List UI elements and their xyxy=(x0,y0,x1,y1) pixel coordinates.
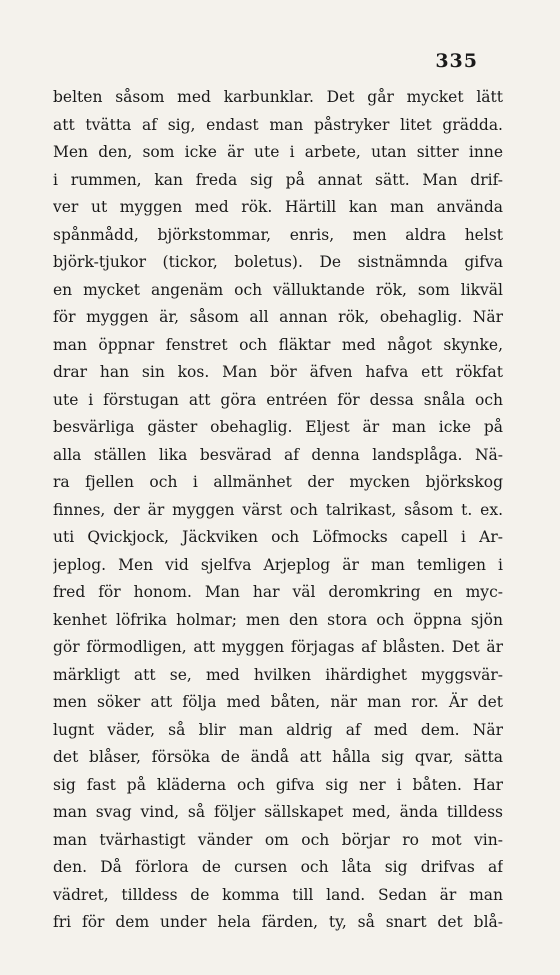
page-number: 335 xyxy=(435,50,478,72)
text-line: gör förmodligen, att myggen förjagas af blåsten. Det är xyxy=(53,638,503,656)
text-line: spånmådd, björkstommar, enris, men aldra helst xyxy=(53,225,503,244)
text-line: det blåser, försöka de ändå att hålla sig qvar, sätta xyxy=(53,748,503,766)
text-line: besvärliga gäster obehaglig. Eljest är man icke på xyxy=(53,418,503,436)
text-line: man svag vind, så följer sällskapet med, ända tilldess xyxy=(53,803,503,821)
text-line: kenhet löfrika holmar; men den stora och öppna sjön xyxy=(53,610,503,629)
text-line: finnes, der är myggen värst och talrikast, såsom t. ex. xyxy=(53,500,503,519)
body-text xyxy=(53,84,503,937)
text-line: en mycket angenäm och välluktande rök, som likväl xyxy=(53,280,503,299)
text-line: drar han sin kos. Man bör äfven hafva ett rökfat xyxy=(53,363,503,381)
text-line: man tvärhastigt vänder om och börjar ro mot vin- xyxy=(53,830,503,849)
text-line: fri för dem under hela färden, ty, så snart det blå- xyxy=(53,913,503,931)
text-line: att tvätta af sig, endast man påstryker litet grädda. xyxy=(53,115,503,134)
text-line: uti Qvickjock, Jäckviken och Löfmocks capell i Ar- xyxy=(53,528,503,546)
text-line: man öppnar fenstret och fläktar med något skynke, xyxy=(53,335,503,354)
text-line: men söker att följa med båten, när man ror. Är det xyxy=(53,693,503,711)
text-line: lugnt väder, så blir man aldrig af med dem. När xyxy=(53,720,503,739)
text-line: björk-tjukor (tickor, boletus). De sistnämnda gifva xyxy=(53,253,503,271)
text-line: Men den, som icke är ute i arbete, utan sitter inne xyxy=(53,143,503,161)
text-line: ute i förstugan att göra entréen för dessa snåla och xyxy=(53,390,503,409)
text-line: för myggen är, såsom all annan rök, obehaglig. När xyxy=(53,308,503,326)
text-line: i rummen, kan freda sig på annat sätt. Man drif- xyxy=(53,170,503,189)
text-line: jeplog. Men vid sjelfva Arjeplog är man temligen i xyxy=(53,555,503,574)
text-line: märkligt att se, med hvilken ihärdighet myggsvär- xyxy=(53,665,503,684)
text-line: belten såsom med karbunklar. Det går mycket lätt xyxy=(53,88,503,106)
text-line: alla ställen lika besvärad af denna landsplåga. Nä- xyxy=(53,445,503,464)
text-line: den. Då förlora de cursen och låta sig drifvas af xyxy=(53,858,503,876)
text-line: ra fjellen och i allmänhet der mycken björkskog xyxy=(53,473,503,491)
text-line: fred för honom. Man har väl deromkring en myc- xyxy=(53,583,503,601)
text-line: sig fast på kläderna och gifva sig ner i båten. Har xyxy=(53,775,503,794)
text-line: ver ut myggen med rök. Härtill kan man använda xyxy=(53,198,503,216)
text-line: vädret, tilldess de komma till land. Sedan är man xyxy=(53,885,503,904)
